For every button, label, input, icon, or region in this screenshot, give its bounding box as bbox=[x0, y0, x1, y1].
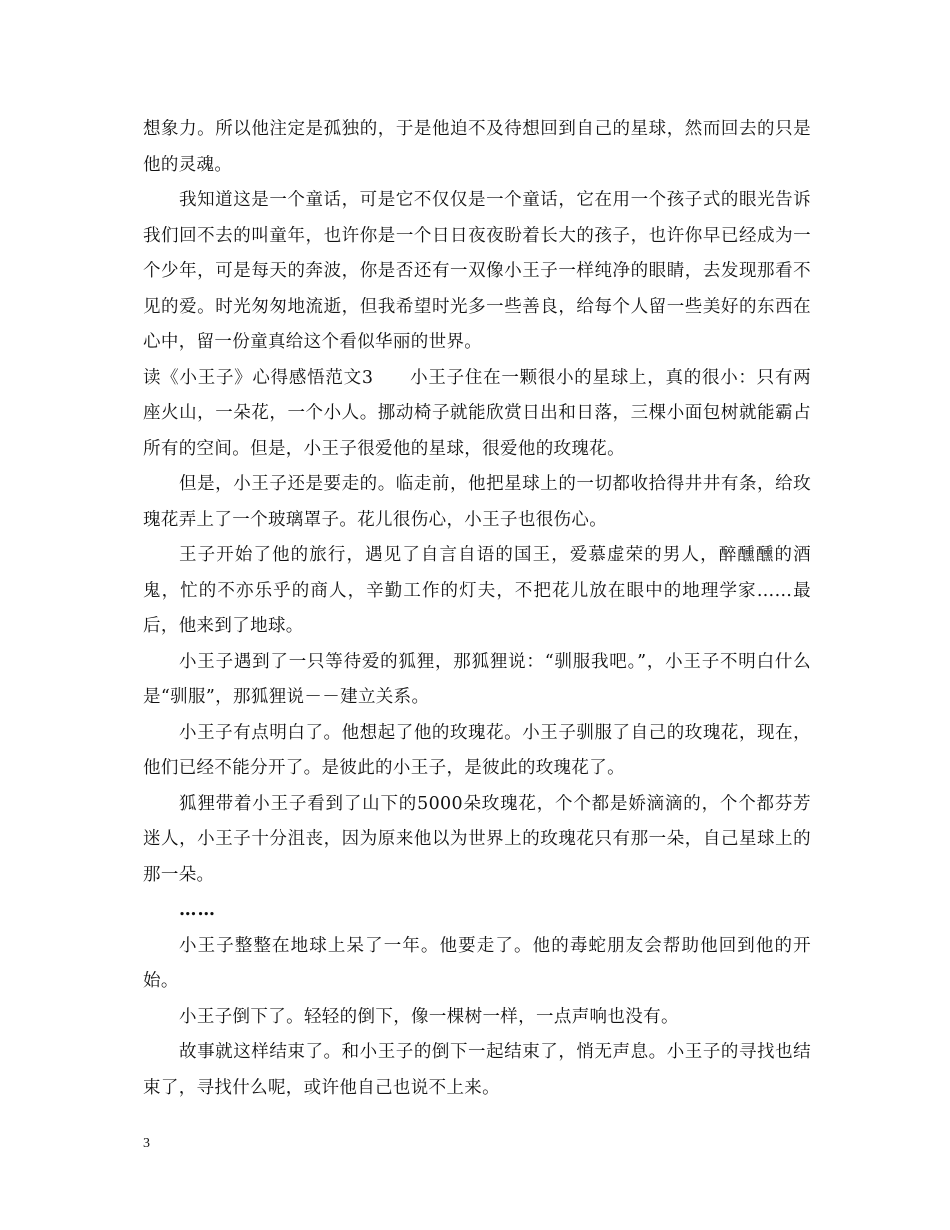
ellipsis-line: …… bbox=[179, 900, 216, 920]
paragraph-1: 想象力。所以他注定是孤独的，于是他迫不及待想回到自己的星球，然而回去的只是他的灵魂。 bbox=[143, 119, 811, 175]
paragraph-6: 小王子遇到了一只等待爱的狐狸，那狐狸说：“驯服我吧。”，小王子不明白什么是“驯服”，那狐狸说－－建立关系。 bbox=[143, 651, 811, 707]
paragraph-5: 王子开始了他的旅行，遇见了自言自语的国王，爱慕虚荣的男人，醉醺醺的酒鬼，忙的不亦乐乎的商人，辛勤工作的灯夫，不把花儿放在眼中的地理学家……最后，他来到了地球。 bbox=[143, 545, 811, 636]
paragraph-3-heading: 读《小王子》心得感悟范文3 小王子住在一颗很小的星球上，真的很小：只有两座火山，一朵花，一个小人。挪动椅子就能欣赏日出和日落，三棵小面包树就能霸占所有的空间。但是，小王子很爱他的星球，很爱他的玫瑰花。 bbox=[143, 367, 811, 459]
page-number: 3 bbox=[143, 1136, 150, 1151]
paragraph-10: 小王子倒下了。轻轻的倒下，像一棵树一样，一点声响也没有。 bbox=[179, 1006, 679, 1027]
paragraph-2: 我知道这是一个童话，可是它不仅仅是一个童话，它在用一个孩子式的眼光告诉我们回不去的叫童年，也许你是一个日日夜夜盼着长大的孩子，也许你早已经成为一个少年，可是每天的奔波，你是否还有一双像小王子一样纯净的眼睛，去发现那看不见的爱。时光匆匆地流逝，但我希望时光多一些善良，给每个人留一些美好的东西在心中，留一份童真给这个看似华丽的世界。 bbox=[143, 190, 811, 352]
body-text bbox=[143, 112, 811, 1106]
paragraph-7: 小王子有点明白了。他想起了他的玫瑰花。小王子驯服了自己的玫瑰花，现在，他们已经不能分开了。是彼此的小王子，是彼此的玫瑰花了。 bbox=[143, 722, 811, 778]
paragraph-9: 小王子整整在地球上呆了一年。他要走了。他的毒蛇朋友会帮助他回到他的开始。 bbox=[143, 935, 811, 991]
paragraph-4: 但是，小王子还是要走的。临走前，他把星球上的一切都收拾得井井有条，给玫瑰花弄上了一个玻璃罩子。花儿很伤心，小王子也很伤心。 bbox=[143, 474, 811, 530]
paragraph-8: 狐狸带着小王子看到了山下的5000朵玫瑰花，个个都是娇滴滴的，个个都芬芳迷人，小王子十分沮丧，因为原来他以为世界上的玫瑰花只有那一朵，自己星球上的那一朵。 bbox=[143, 793, 811, 885]
paragraph-11: 故事就这样结束了。和小王子的倒下一起结束了，悄无声息。小王子的寻找也结束了，寻找什么呢，或许他自己也说不上来。 bbox=[143, 1042, 811, 1098]
